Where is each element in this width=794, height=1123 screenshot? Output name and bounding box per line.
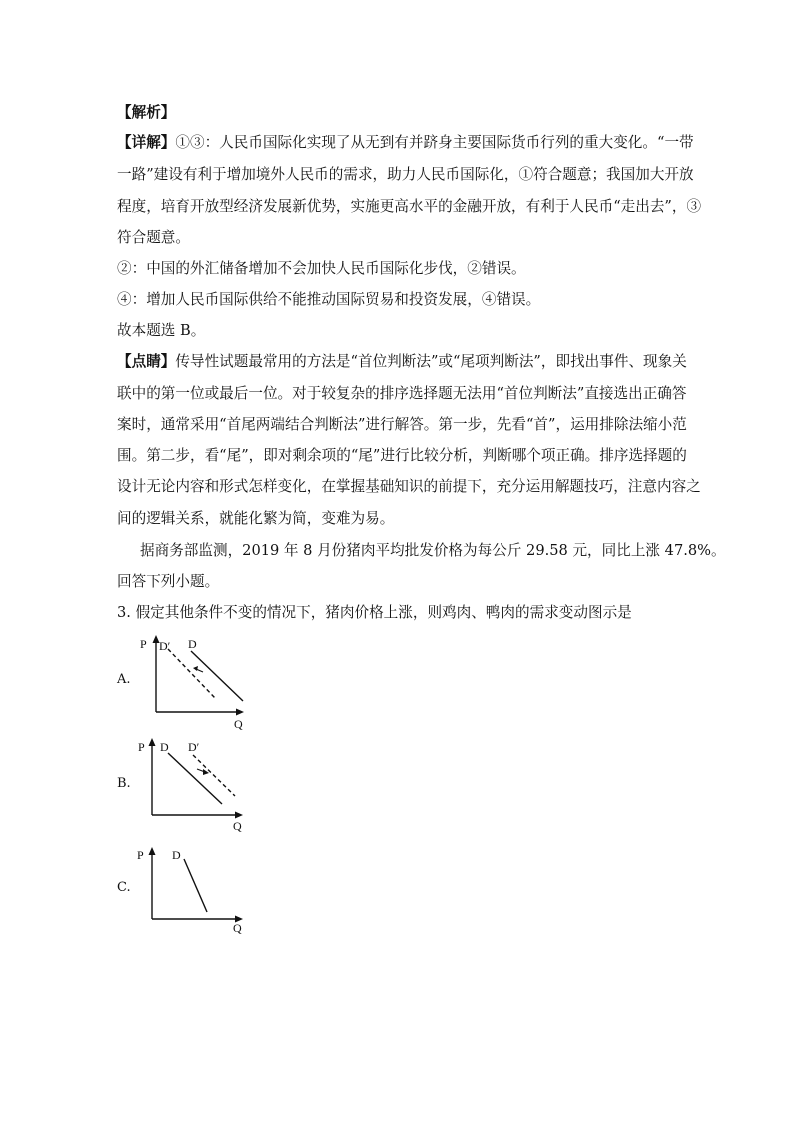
demand-curve-shifted bbox=[168, 649, 215, 698]
option-b-graph bbox=[135, 735, 265, 835]
tip-line-3: 案时，通常采用“首尾两端结合判断法”进行解答。第一步，先看“首”，运用排除法缩小范 bbox=[117, 416, 687, 433]
curve-label: D bbox=[172, 848, 181, 862]
tip-line-4: 围。第二步，看“尾”，即对剩余项的“尾”进行比较分析，判断哪个项正确。排序选择题的 bbox=[117, 447, 687, 464]
option-a-label[interactable]: A. bbox=[117, 672, 131, 687]
demand-curve-original bbox=[191, 651, 243, 701]
demand-curve-steep bbox=[184, 859, 207, 912]
detail-tag: 【详解】 bbox=[117, 134, 176, 151]
x-axis-label: Q bbox=[234, 717, 243, 731]
wrong-option-2: ②：中国的外汇储备增加不会加快人民币国际化步伐，②错误。 bbox=[117, 260, 526, 277]
tip-line-2: 联中的第一位或最后一位。对于较复杂的排序选择题无法用“首位判断法”直接选出正确答 bbox=[117, 385, 687, 402]
y-axis-arrow bbox=[149, 738, 156, 746]
shift-arrow-head bbox=[193, 666, 198, 671]
material-line-2: 回答下列小题。 bbox=[117, 573, 220, 590]
analysis-header: 【解析】 bbox=[117, 104, 176, 121]
question-stem: 3. 假定其他条件不变的情况下，猪肉价格上涨，则鸡肉、鸭肉的需求变动图示是 bbox=[117, 604, 632, 621]
answer-line: 故本题选 B。 bbox=[117, 322, 206, 339]
y-axis-label: P bbox=[137, 848, 144, 862]
detail-line-2: 一路”建设有利于增加境外人民币的需求，助力人民币国际化，①符合题意；我国加大开放 bbox=[117, 166, 694, 183]
wrong-option-4: ④：增加人民币国际供给不能推动国际贸易和投资发展，④错误。 bbox=[117, 291, 541, 308]
demand-curve-shifted bbox=[193, 755, 235, 796]
material-line-1: 据商务部监测，2019 年 8 月份猪肉平均批发价格为每公斤 29.58 元，同比上涨 47.8%。 bbox=[140, 542, 726, 559]
x-axis-arrow bbox=[236, 709, 244, 716]
y-axis-label: P bbox=[138, 740, 145, 754]
y-axis-arrow bbox=[149, 847, 156, 855]
curve-label-shifted: D′ bbox=[159, 639, 171, 653]
tip-line-5: 设计无论内容和形式怎样变化，在掌握基础知识的前提下，充分运用解题技巧，注意内容之 bbox=[117, 478, 701, 495]
tip-tag: 【点睛】 bbox=[117, 353, 176, 370]
option-b-label[interactable]: B. bbox=[117, 776, 131, 791]
y-axis-label: P bbox=[140, 637, 147, 651]
tip-line-6: 间的逻辑关系，就能化繁为简，变难为易。 bbox=[117, 510, 395, 527]
curve-label-original: D bbox=[160, 740, 169, 754]
curve-label-shifted: D′ bbox=[188, 740, 200, 754]
option-a-graph bbox=[135, 632, 265, 732]
detail-line-1: 【详解】①③：人民币国际化实现了从无到有并跻身主要国际货币行列的重大变化。“一带 bbox=[117, 134, 694, 151]
detail-line-3: 程度，培育开放型经济发展新优势，实施更高水平的金融开放，有利于人民币“走出去”，③ bbox=[117, 198, 702, 215]
curve-label-original: D bbox=[188, 637, 197, 651]
x-axis-arrow bbox=[235, 812, 243, 819]
option-c-graph bbox=[135, 842, 265, 942]
x-axis-label: Q bbox=[233, 921, 242, 935]
x-axis-label: Q bbox=[233, 819, 242, 833]
option-c-label[interactable]: C. bbox=[117, 880, 131, 895]
detail-line-4: 符合题意。 bbox=[117, 229, 190, 246]
demand-curve-original bbox=[168, 753, 222, 804]
tip-line-1: 【点睛】传导性试题最常用的方法是“首位判断法”或“尾项判断法”，即找出事件、现象关 bbox=[117, 353, 687, 370]
